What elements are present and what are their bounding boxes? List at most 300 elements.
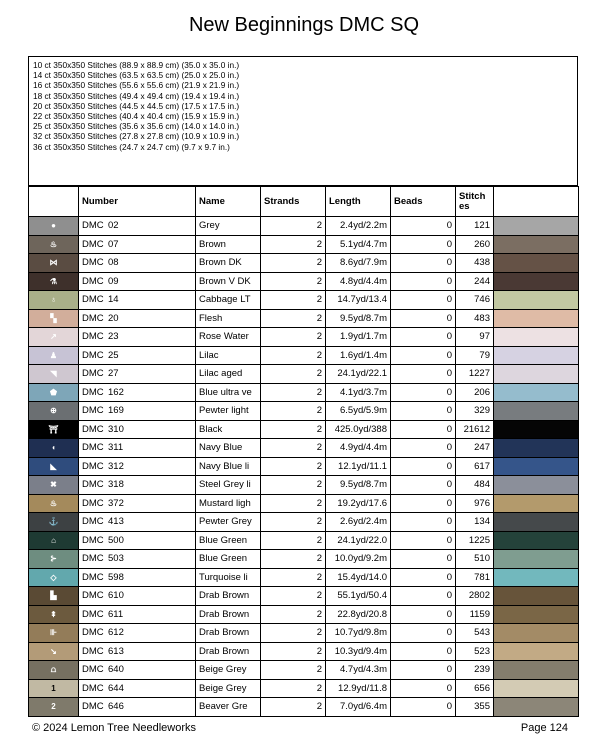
beads-cell: 0: [391, 568, 456, 587]
brand-label: DMC: [82, 590, 104, 602]
strands-cell: 2: [261, 568, 326, 587]
symbol-cell: [29, 346, 79, 365]
name-cell: Brown DK: [196, 254, 261, 273]
strands-cell: 2: [261, 272, 326, 291]
length-cell: 12.9yd/11.8: [326, 679, 391, 698]
brand-label: DMC: [82, 294, 104, 306]
stitches-header: Stitch es: [456, 187, 494, 217]
table-row: [29, 605, 579, 624]
stitches-cell: 134: [456, 513, 494, 532]
beads-cell: 0: [391, 254, 456, 273]
floss-code: 598: [108, 571, 124, 583]
name-cell: Steel Grey li: [196, 476, 261, 495]
stitch-size-line: 14 ct 350x350 Stitches (63.5 x 63.5 cm) (25.0 x 25.0 in.): [33, 70, 240, 81]
strands-cell: 2: [261, 679, 326, 698]
symbol-icon: 2: [51, 702, 56, 712]
symbol-cell: [29, 679, 79, 698]
strands-cell: 2: [261, 420, 326, 439]
name-cell: Blue ultra ve: [196, 383, 261, 402]
number-cell: [79, 568, 196, 587]
symbol-icon: ●: [51, 221, 56, 231]
name-header: Name: [196, 187, 261, 217]
length-cell: 6.5yd/5.9m: [326, 402, 391, 421]
number-header: Number: [79, 187, 196, 217]
strands-cell: 2: [261, 457, 326, 476]
symbol-cell: [29, 291, 79, 310]
brand-label: DMC: [82, 460, 104, 472]
floss-code: 413: [108, 516, 124, 528]
stitches-cell: 781: [456, 568, 494, 587]
beads-cell: 0: [391, 624, 456, 643]
color-swatch: [494, 291, 579, 310]
symbol-icon: ▚: [50, 313, 57, 323]
beads-cell: 0: [391, 531, 456, 550]
symbol-cell: [29, 587, 79, 606]
table-row: [29, 402, 579, 421]
brand-label: DMC: [82, 349, 104, 361]
strands-cell: 2: [261, 309, 326, 328]
symbol-icon: ♟: [49, 350, 58, 360]
strands-cell: 2: [261, 513, 326, 532]
color-swatch: [494, 550, 579, 569]
strands-cell: 2: [261, 587, 326, 606]
name-cell: Lilac aged: [196, 365, 261, 384]
table-row: [29, 513, 579, 532]
stitches-cell: 617: [456, 457, 494, 476]
symbol-cell: [29, 217, 79, 236]
name-cell: Drab Brown: [196, 587, 261, 606]
number-cell: [79, 420, 196, 439]
number-cell: [79, 309, 196, 328]
strands-cell: 2: [261, 328, 326, 347]
color-swatch: [494, 568, 579, 587]
beads-cell: 0: [391, 642, 456, 661]
name-cell: Blue Green: [196, 531, 261, 550]
name-cell: Beige Grey: [196, 679, 261, 698]
table-row: [29, 420, 579, 439]
number-cell: [79, 531, 196, 550]
name-cell: Drab Brown: [196, 642, 261, 661]
symbol-icon: ↘: [50, 646, 57, 656]
color-swatch: [494, 624, 579, 643]
brand-label: DMC: [82, 608, 104, 620]
number-cell: [79, 661, 196, 680]
symbol-icon: ◖: [51, 443, 56, 453]
beads-cell: 0: [391, 605, 456, 624]
symbol-cell: [29, 365, 79, 384]
number-cell: [79, 642, 196, 661]
color-swatch: [494, 476, 579, 495]
symbol-icon: ⊕: [50, 406, 57, 416]
strands-cell: 2: [261, 531, 326, 550]
floss-code: 07: [108, 238, 119, 250]
table-row: [29, 291, 579, 310]
symbol-icon: ⇞: [50, 609, 57, 619]
stitches-cell: 484: [456, 476, 494, 495]
length-cell: 9.5yd/8.7m: [326, 309, 391, 328]
symbol-cell: [29, 309, 79, 328]
length-cell: 24.1yd/22.1: [326, 365, 391, 384]
beads-cell: 0: [391, 550, 456, 569]
symbol-cell: [29, 383, 79, 402]
number-cell: [79, 698, 196, 717]
stitches-cell: 510: [456, 550, 494, 569]
brand-label: DMC: [82, 516, 104, 528]
table-row: [29, 365, 579, 384]
floss-code: 27: [108, 368, 119, 380]
beads-cell: 0: [391, 476, 456, 495]
floss-code: 372: [108, 497, 124, 509]
brand-label: DMC: [82, 553, 104, 565]
color-swatch: [494, 346, 579, 365]
stitches-cell: 1159: [456, 605, 494, 624]
brand-label: DMC: [82, 664, 104, 676]
strands-cell: 2: [261, 291, 326, 310]
table-row: [29, 550, 579, 569]
color-swatch: [494, 494, 579, 513]
number-cell: [79, 328, 196, 347]
stitch-size-line: 22 ct 350x350 Stitches (40.4 x 40.4 cm) (15.9 x 15.9 in.): [33, 111, 240, 122]
floss-code: 20: [108, 312, 119, 324]
name-cell: Cabbage LT: [196, 291, 261, 310]
symbol-icon: ⛩: [48, 424, 59, 434]
table-row: [29, 346, 579, 365]
beads-cell: 0: [391, 235, 456, 254]
beads-cell: 0: [391, 365, 456, 384]
name-cell: Blue Green: [196, 550, 261, 569]
symbol-cell: [29, 328, 79, 347]
brand-label: DMC: [82, 534, 104, 546]
color-swatch: [494, 420, 579, 439]
symbol-icon: ♨: [49, 498, 58, 508]
stitches-cell: 247: [456, 439, 494, 458]
symbol-icon: ⚓: [48, 517, 59, 527]
symbol-icon: ⊪: [50, 628, 57, 638]
symbol-icon: ▙: [50, 591, 57, 601]
number-cell: [79, 550, 196, 569]
stitches-cell: 97: [456, 328, 494, 347]
symbol-icon: ⩍: [50, 664, 57, 674]
strands-cell: 2: [261, 550, 326, 569]
table-row: [29, 328, 579, 347]
stitches-cell: 21612: [456, 420, 494, 439]
color-swatch: [494, 531, 579, 550]
length-cell: 2.6yd/2.4m: [326, 513, 391, 532]
stitch-size-line: 16 ct 350x350 Stitches (55.6 x 55.6 cm) (21.9 x 21.9 in.): [33, 80, 240, 91]
number-cell: [79, 383, 196, 402]
name-cell: Lilac: [196, 346, 261, 365]
color-swatch: [494, 439, 579, 458]
symbol-cell: [29, 494, 79, 513]
stitches-cell: 244: [456, 272, 494, 291]
table-row: [29, 383, 579, 402]
brand-label: DMC: [82, 275, 104, 287]
symbol-header: [29, 187, 79, 217]
symbol-icon: ⊱: [50, 554, 57, 564]
floss-code: 310: [108, 423, 124, 435]
color-swatch: [494, 365, 579, 384]
length-cell: 10.3yd/9.4m: [326, 642, 391, 661]
table-row: [29, 698, 579, 717]
floss-code: 08: [108, 257, 119, 269]
name-cell: Navy Blue li: [196, 457, 261, 476]
strands-cell: 2: [261, 494, 326, 513]
floss-code: 02: [108, 220, 119, 232]
name-cell: Beaver Gre: [196, 698, 261, 717]
floss-code: 169: [108, 405, 124, 417]
name-cell: Drab Brown: [196, 605, 261, 624]
number-cell: [79, 476, 196, 495]
floss-code: 23: [108, 331, 119, 343]
brand-label: DMC: [82, 571, 104, 583]
length-cell: 7.0yd/6.4m: [326, 698, 391, 717]
length-cell: 1.6yd/1.4m: [326, 346, 391, 365]
color-swatch: [494, 457, 579, 476]
swatch-header: [494, 187, 579, 217]
length-cell: 5.1yd/4.7m: [326, 235, 391, 254]
floss-code: 500: [108, 534, 124, 546]
number-cell: [79, 402, 196, 421]
table-row: [29, 476, 579, 495]
name-cell: Pewter light: [196, 402, 261, 421]
length-cell: 2.4yd/2.2m: [326, 217, 391, 236]
color-swatch: [494, 309, 579, 328]
color-swatch: [494, 679, 579, 698]
number-cell: [79, 587, 196, 606]
table-row: [29, 661, 579, 680]
symbol-cell: [29, 550, 79, 569]
beads-cell: 0: [391, 661, 456, 680]
brand-label: DMC: [82, 331, 104, 343]
number-cell: [79, 217, 196, 236]
length-cell: 4.9yd/4.4m: [326, 439, 391, 458]
name-cell: Navy Blue: [196, 439, 261, 458]
page-title: New Beginnings DMC SQ: [188, 14, 420, 36]
name-cell: Black: [196, 420, 261, 439]
length-cell: 1.9yd/1.7m: [326, 328, 391, 347]
table-row: [29, 457, 579, 476]
symbol-cell: [29, 402, 79, 421]
table-header-row: [29, 187, 579, 217]
beads-cell: 0: [391, 272, 456, 291]
floss-code: 611: [108, 608, 124, 620]
length-cell: 15.4yd/14.0: [326, 568, 391, 587]
strands-cell: 2: [261, 605, 326, 624]
symbol-icon: ⬟: [50, 387, 57, 397]
stitches-cell: 1227: [456, 365, 494, 384]
table-row: [29, 624, 579, 643]
color-swatch: [494, 254, 579, 273]
floss-code: 644: [108, 682, 124, 694]
number-cell: [79, 457, 196, 476]
brand-label: DMC: [82, 682, 104, 694]
symbol-cell: [29, 476, 79, 495]
number-cell: [79, 254, 196, 273]
symbol-icon: ↗: [50, 332, 57, 342]
stitches-cell: 656: [456, 679, 494, 698]
color-swatch: [494, 402, 579, 421]
strands-cell: 2: [261, 476, 326, 495]
page-number: Page 124: [520, 722, 568, 734]
beads-cell: 0: [391, 439, 456, 458]
brand-label: DMC: [82, 312, 104, 324]
symbol-cell: [29, 513, 79, 532]
name-cell: Brown: [196, 235, 261, 254]
color-swatch: [494, 587, 579, 606]
length-cell: 425.0yd/388: [326, 420, 391, 439]
strands-cell: 2: [261, 217, 326, 236]
floss-code: 311: [108, 442, 124, 454]
strands-cell: 2: [261, 235, 326, 254]
color-swatch: [494, 328, 579, 347]
strands-cell: 2: [261, 439, 326, 458]
symbol-icon: ♁: [50, 295, 57, 305]
length-cell: 19.2yd/17.6: [326, 494, 391, 513]
table-row: [29, 272, 579, 291]
color-swatch: [494, 513, 579, 532]
name-cell: Brown V DK: [196, 272, 261, 291]
name-cell: Turquoise li: [196, 568, 261, 587]
copyright-text: © 2024 Lemon Tree Needleworks: [32, 722, 197, 734]
beads-cell: 0: [391, 698, 456, 717]
number-cell: [79, 494, 196, 513]
color-swatch: [494, 383, 579, 402]
stitches-cell: 260: [456, 235, 494, 254]
stitches-cell: 483: [456, 309, 494, 328]
symbol-cell: [29, 624, 79, 643]
table-row: [29, 217, 579, 236]
stitches-cell: 79: [456, 346, 494, 365]
stitches-cell: 976: [456, 494, 494, 513]
strands-cell: 2: [261, 383, 326, 402]
stitches-cell: 746: [456, 291, 494, 310]
stitches-cell: 355: [456, 698, 494, 717]
stitch-size-line: 20 ct 350x350 Stitches (44.5 x 44.5 cm) (17.5 x 17.5 in.): [33, 100, 240, 111]
strands-cell: 2: [261, 402, 326, 421]
beads-cell: 0: [391, 513, 456, 532]
brand-label: DMC: [82, 479, 104, 491]
stitches-cell: 206: [456, 383, 494, 402]
number-cell: [79, 272, 196, 291]
name-cell: Pewter Grey: [196, 513, 261, 532]
table-row: [29, 568, 579, 587]
brand-label: DMC: [82, 627, 104, 639]
stitches-cell: 543: [456, 624, 494, 643]
floss-code: 613: [108, 645, 124, 657]
strands-cell: 2: [261, 365, 326, 384]
number-cell: [79, 624, 196, 643]
table-row: [29, 642, 579, 661]
beads-cell: 0: [391, 679, 456, 698]
color-swatch: [494, 642, 579, 661]
stitches-cell: 1225: [456, 531, 494, 550]
number-cell: [79, 235, 196, 254]
beads-cell: 0: [391, 383, 456, 402]
table-row: [29, 679, 579, 698]
name-cell: Beige Grey: [196, 661, 261, 680]
beads-cell: 0: [391, 217, 456, 236]
strands-cell: 2: [261, 698, 326, 717]
beads-cell: 0: [391, 346, 456, 365]
symbol-icon: ⋈: [49, 258, 58, 268]
table-row: [29, 587, 579, 606]
name-cell: Mustard ligh: [196, 494, 261, 513]
table-row: [29, 254, 579, 273]
stitches-cell: 438: [456, 254, 494, 273]
symbol-icon: ◇: [50, 572, 57, 582]
beads-cell: 0: [391, 420, 456, 439]
floss-code: 612: [108, 627, 124, 639]
floss-key-table: [28, 186, 579, 717]
symbol-icon: ♨: [49, 239, 58, 249]
brand-label: DMC: [82, 368, 104, 380]
length-cell: 10.0yd/9.2m: [326, 550, 391, 569]
stitch-size-line: 32 ct 350x350 Stitches (27.8 x 27.8 cm) (10.9 x 10.9 in.): [33, 131, 240, 142]
symbol-cell: [29, 272, 79, 291]
floss-code: 312: [108, 460, 124, 472]
stitches-cell: 239: [456, 661, 494, 680]
floss-code: 25: [108, 349, 119, 361]
stitch-size-line: 25 ct 350x350 Stitches (35.6 x 35.6 cm) (14.0 x 14.0 in.): [33, 121, 240, 132]
number-cell: [79, 291, 196, 310]
floss-code: 503: [108, 553, 124, 565]
symbol-icon: ⌂: [51, 535, 56, 545]
beads-cell: 0: [391, 494, 456, 513]
strands-cell: 2: [261, 346, 326, 365]
length-cell: 12.1yd/11.1: [326, 457, 391, 476]
brand-label: DMC: [82, 645, 104, 657]
length-cell: 9.5yd/8.7m: [326, 476, 391, 495]
floss-code: 162: [108, 386, 124, 398]
symbol-icon: ◣: [50, 461, 57, 471]
color-swatch: [494, 661, 579, 680]
number-cell: [79, 605, 196, 624]
symbol-icon: ◥: [50, 369, 57, 379]
color-swatch: [494, 605, 579, 624]
table-row: [29, 309, 579, 328]
brand-label: DMC: [82, 405, 104, 417]
number-cell: [79, 679, 196, 698]
strands-cell: 2: [261, 661, 326, 680]
table-row: [29, 494, 579, 513]
symbol-cell: [29, 642, 79, 661]
brand-label: DMC: [82, 423, 104, 435]
symbol-cell: [29, 531, 79, 550]
length-cell: 55.1yd/50.4: [326, 587, 391, 606]
symbol-icon: ✖: [50, 480, 57, 490]
color-swatch: [494, 217, 579, 236]
length-cell: 4.8yd/4.4m: [326, 272, 391, 291]
brand-label: DMC: [82, 257, 104, 269]
symbol-cell: [29, 661, 79, 680]
stitch-size-info-box: [28, 56, 578, 186]
stitches-cell: 121: [456, 217, 494, 236]
length-cell: 14.7yd/13.4: [326, 291, 391, 310]
color-swatch: [494, 272, 579, 291]
brand-label: DMC: [82, 386, 104, 398]
floss-code: 646: [108, 701, 124, 713]
beads-cell: 0: [391, 402, 456, 421]
brand-label: DMC: [82, 497, 104, 509]
name-cell: Grey: [196, 217, 261, 236]
symbol-cell: [29, 698, 79, 717]
brand-label: DMC: [82, 701, 104, 713]
table-row: [29, 235, 579, 254]
symbol-cell: [29, 235, 79, 254]
length-cell: 24.1yd/22.0: [326, 531, 391, 550]
length-header: Length: [326, 187, 391, 217]
beads-header: Beads: [391, 187, 456, 217]
